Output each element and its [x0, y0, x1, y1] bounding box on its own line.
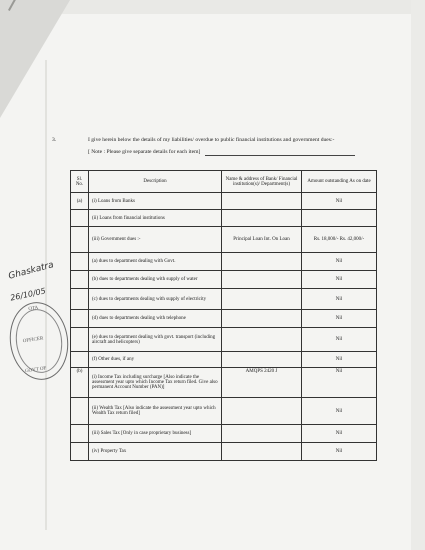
row-amount: Nil [302, 310, 377, 328]
row-sl [71, 289, 89, 310]
row-name [222, 271, 302, 289]
row-sl [71, 271, 89, 289]
stamp-text-top: OTA [28, 305, 39, 313]
row-description: (iii) Sales Tax [Only in case proprietary business] [89, 425, 222, 443]
row-amount: Nil [302, 289, 377, 310]
row-amount: Nil [302, 398, 377, 425]
row-name [222, 398, 302, 425]
table-row [71, 310, 377, 328]
row-amount: Rs. 18,000/- Rs. 42,000/- [302, 227, 377, 253]
row-name: Principal Loan Int. On Loan [222, 227, 302, 253]
row-name [222, 425, 302, 443]
table-row [71, 425, 377, 443]
table-row [71, 289, 377, 310]
row-amount: Nil [302, 328, 377, 352]
table-header-row [71, 171, 377, 193]
row-amount: Nil [302, 443, 377, 461]
official-seal-stamp [5, 298, 73, 383]
row-amount [302, 210, 377, 227]
table-row [71, 271, 377, 289]
row-sl [71, 310, 89, 328]
folded-corner [0, 0, 70, 118]
row-description: (a) dues to department dealing with Govt. [89, 253, 222, 271]
row-description: (i) Income Tax including surcharge [Also indicate the assessment year upto which Income Tax return filed. Give also permanent Account Number (PAN)] [89, 368, 222, 398]
row-sl [71, 352, 89, 368]
row-name [222, 443, 302, 461]
row-description: (b) dues to departments dealing with supply of water [89, 271, 222, 289]
table-row [71, 210, 377, 227]
row-name [222, 352, 302, 368]
row-amount: Nil [302, 271, 377, 289]
scan-top-edge [62, 0, 425, 14]
row-amount: Nil [302, 352, 377, 368]
row-name [222, 328, 302, 352]
section-number: 3. [52, 137, 57, 143]
row-sl: (b) [71, 368, 89, 398]
header-amount: Amount outstanding As on date [302, 171, 377, 193]
table-row [71, 398, 377, 425]
row-sl [71, 210, 89, 227]
table-row [71, 253, 377, 271]
row-sl [71, 227, 89, 253]
row-description: (c) dues to departments dealing with supply of electricity [89, 289, 222, 310]
row-sl [71, 443, 89, 461]
stamp-text-bottom: GOVT OF [24, 366, 47, 375]
handwritten-date: 26/10/05 [9, 286, 47, 303]
row-description: (d) dues to departments dealing with telephone [89, 310, 222, 328]
row-description: (iii) Government dues :- [89, 227, 222, 253]
scan-right-edge [411, 0, 425, 550]
row-description: (e) dues to department dealing with govt. transport (including aircraft and helicopters) [89, 328, 222, 352]
row-name [222, 253, 302, 271]
note-underline [205, 155, 355, 156]
table-row [71, 443, 377, 461]
row-name [222, 289, 302, 310]
row-name [222, 310, 302, 328]
row-name [222, 193, 302, 210]
row-amount: Nil [302, 253, 377, 271]
handwritten-signature: Ghaskatra [7, 260, 55, 282]
row-description: (i) Loans from Banks [89, 193, 222, 210]
intro-text: I give herein below the details of my liabilities/ overdue to public financial institutions and government dues:- [88, 137, 335, 143]
row-sl [71, 425, 89, 443]
row-description: (iv) Property Tax [89, 443, 222, 461]
table-row [71, 328, 377, 352]
table-row [71, 352, 377, 368]
liabilities-table [70, 170, 377, 461]
table-row [71, 193, 377, 210]
row-name: AMQPS 2420 J [222, 368, 302, 398]
row-sl [71, 398, 89, 425]
row-name [222, 210, 302, 227]
row-amount: Nil [302, 193, 377, 210]
header-sl-no: Sl. No. [71, 171, 89, 193]
row-description: (ii) Loans from financial institutions [89, 210, 222, 227]
row-description: (ii) Wealth Tax [Also indicate the assessment year upto which Wealth Tax return filed] [89, 398, 222, 425]
stamp-text-middle: OFFICER [22, 336, 44, 345]
header-name-address: Name & address of Bank/ Financial institution(s)/ Department(s) [222, 171, 302, 193]
row-sl: (a) [71, 193, 89, 210]
note-text: [ Note : Please give separate details for each item] [88, 149, 201, 155]
header-description: Description [89, 171, 222, 193]
row-sl [71, 328, 89, 352]
row-description: (f) Other dues, if any [89, 352, 222, 368]
row-amount: Nil [302, 368, 377, 398]
table-row [71, 368, 377, 398]
row-sl [71, 253, 89, 271]
row-amount: Nil [302, 425, 377, 443]
table-row [71, 227, 377, 253]
